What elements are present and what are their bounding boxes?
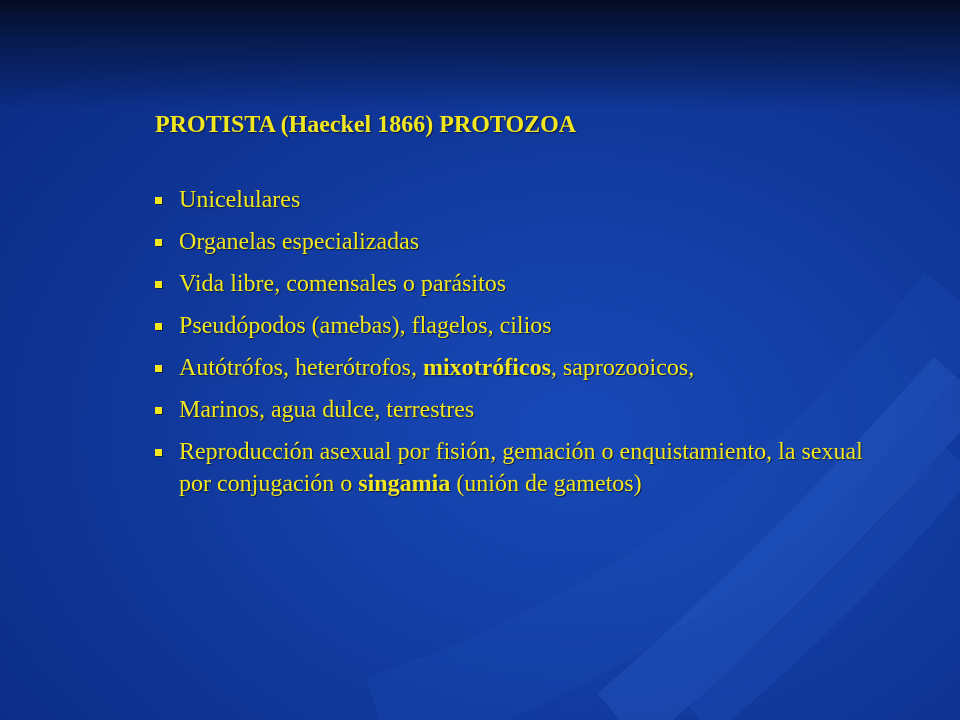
bullet-item — [155, 268, 895, 300]
bullet-text: Pseudópodos (amebas), flagelos, cilios — [179, 313, 552, 339]
slide-title: PROTISTA (Haeckel 1866) PROTOZOA — [155, 112, 577, 138]
bullet-text: Autótrófos, heterótrofos, — [179, 355, 423, 381]
square-bullet-icon — [155, 197, 162, 204]
bullet-text: Marinos, agua dulce, terrestres — [179, 397, 475, 423]
square-bullet-icon — [155, 365, 162, 372]
square-bullet-icon — [155, 449, 162, 456]
bullet-item — [155, 310, 895, 342]
bullet-item — [155, 352, 895, 384]
bullet-list — [155, 184, 895, 510]
bullet-text-bold: singamia — [358, 471, 451, 497]
bullet-item — [155, 394, 895, 426]
square-bullet-icon — [155, 239, 162, 246]
bullet-text: , saprozooicos, — [550, 355, 695, 381]
bullet-text: Organelas especializadas — [179, 229, 420, 255]
bullet-text: (unión de gametos) — [450, 471, 642, 497]
bullet-item — [155, 436, 895, 500]
bullet-item — [155, 226, 895, 258]
square-bullet-icon — [155, 407, 162, 414]
square-bullet-icon — [155, 281, 162, 288]
bullet-text-bold: mixotróficos — [422, 355, 551, 381]
bullet-item — [155, 184, 895, 216]
bullet-text: Unicelulares — [179, 187, 301, 213]
bullet-text: Reproducción asexual por fisión, gemación o enquistamiento, la sexual por conjugación o — [179, 439, 863, 497]
bullet-text: Vida libre, comensales o parásitos — [179, 271, 507, 297]
square-bullet-icon — [155, 323, 162, 330]
